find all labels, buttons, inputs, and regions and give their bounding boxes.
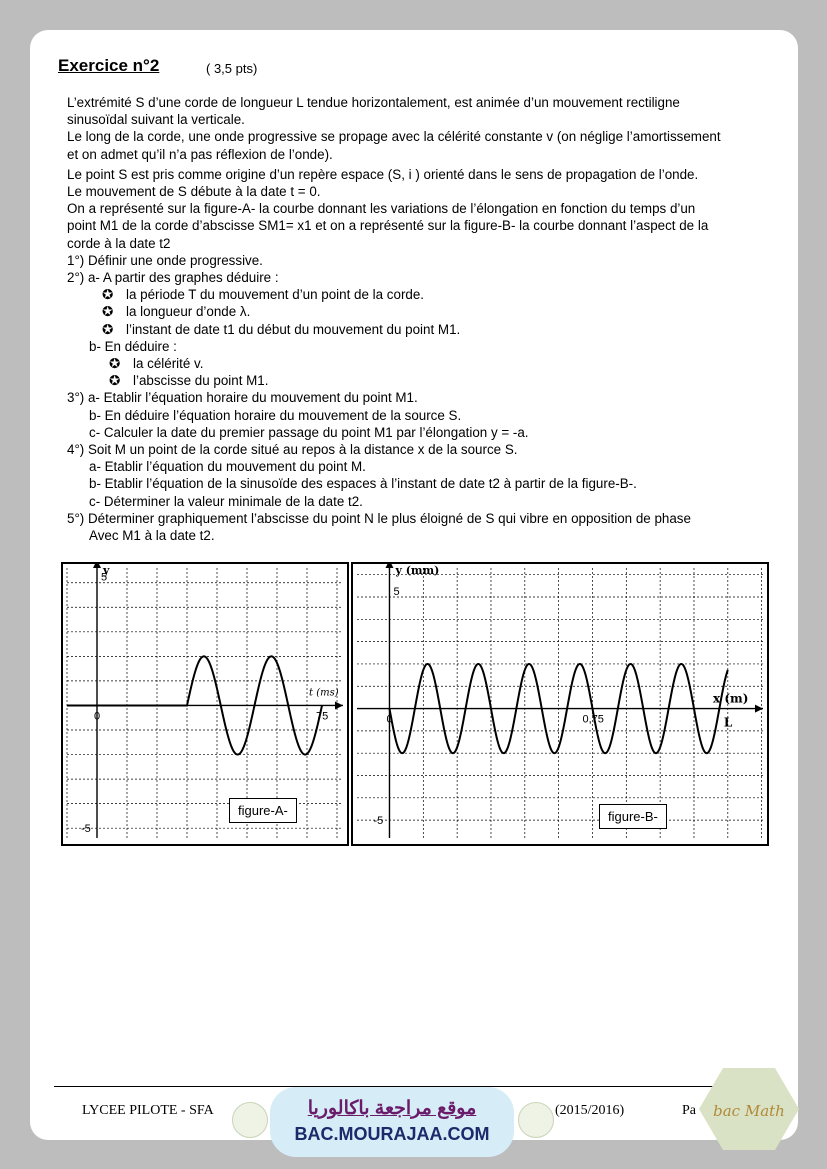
y-tick-label: -5 — [373, 815, 384, 828]
footer-school: LYCEE PILOTE - SFA — [82, 1103, 214, 1118]
exercise-text — [67, 94, 787, 544]
exercise-title: Exercice n°2 — [58, 56, 160, 75]
figure-a-label: figure-A- — [229, 798, 297, 823]
x-axis-arrow-icon — [335, 701, 343, 709]
figure-a-plot — [63, 564, 347, 844]
figure-b-plot — [353, 564, 767, 844]
text-line: point M1 de la corde d’abscisse SM1= x1 et on a représenté sur la figure-B- la courbe donnant l’aspect de la — [67, 218, 709, 234]
y-tick-label: 5 — [393, 586, 400, 599]
footer-year: (2015/2016) — [555, 1103, 625, 1118]
text-line: Le mouvement de S débute à la date t = 0. — [67, 184, 321, 200]
text-line: corde à la date t2 — [67, 235, 171, 251]
x-axis-label: t (ms) — [309, 687, 339, 699]
site-logo-icon — [232, 1102, 268, 1138]
question-1: 1°) Définir une onde progressive. — [67, 252, 263, 268]
x-tick-label: L — [723, 715, 733, 730]
x-tick-label: 0,75 — [582, 713, 604, 726]
x-tick-label: 75 — [316, 710, 329, 723]
site-banner[interactable] — [270, 1087, 514, 1157]
question-4c: c- Déterminer la valeur minimale de la date t2. — [89, 493, 363, 509]
y-tick-label: 5 — [101, 571, 108, 584]
y-axis-arrow-icon — [93, 564, 101, 568]
exercise-points: ( 3,5 pts) — [206, 61, 258, 76]
question-4: 4°) Soit M un point de la corde situé au repos à la distance x de la source S. — [67, 442, 518, 458]
star-bullet-icon: ✪ — [109, 373, 121, 389]
star-bullet-icon: ✪ — [109, 356, 121, 372]
y-axis-arrow-icon — [385, 564, 393, 568]
question-2b: b- En déduire : — [89, 338, 177, 354]
star-bullet-icon: ✪ — [102, 287, 114, 303]
y-axis-label: y (mm) — [395, 564, 440, 577]
document-page — [30, 30, 798, 1140]
question-4b: b- Etablir l’équation de la sinusoïde des espaces à l’instant de date t2 à partir de la figure-B-. — [89, 476, 637, 492]
text-line: L’extrémité S d’une corde de longueur L tendue horizontalement, est animée d’un mouvement rectiligne — [67, 95, 680, 110]
text-line: Le point S est pris comme origine d’un repère espace (S, i ) orienté dans le sens de propagation de l’onde. — [67, 166, 699, 182]
text-line: Le long de la corde, une onde progressive se propage avec la célérité constante v (on néglige l’amortissement — [67, 129, 721, 145]
x-axis-label: x (m) — [713, 691, 749, 706]
bullet-item: ✪ la longueur d’onde λ. — [102, 304, 251, 320]
y-tick-label: -5 — [81, 823, 91, 836]
text-line: et on admet qu’il n’a pas réflexion de l’onde). — [67, 146, 333, 162]
text-line: On a représenté sur la figure-A- la courbe donnant les variations de l’élongation en fonction du temps d’un — [67, 201, 696, 217]
badge-text: bac Math — [713, 1102, 785, 1120]
y-axis-label: y — [103, 564, 110, 577]
bullet-item: ✪ la période T du mouvement d’un point de la corde. — [102, 287, 425, 303]
question-5: 5°) Déterminer graphiquement l’abscisse du point N le plus éloigné de S qui vibre en opposition de phase — [67, 510, 691, 526]
question-2a: 2°) a- A partir des graphes déduire : — [67, 270, 279, 286]
bullet-item: ✪ l’instant de date t1 du début du mouvement du point M1. — [102, 321, 461, 337]
question-4a: a- Etablir l’équation du mouvement du point M. — [89, 459, 366, 475]
banner-url[interactable]: BAC.MOURAJAA.COM — [294, 1124, 490, 1144]
star-bullet-icon: ✪ — [102, 321, 114, 337]
figure-b — [351, 562, 769, 846]
bullet-item: ✪ l’abscisse du point M1. — [109, 373, 269, 389]
footer-page: Pa — [682, 1103, 696, 1118]
bullet-item: ✪ la célérité v. — [109, 356, 204, 372]
figure-a — [61, 562, 349, 846]
question-3c: c- Calculer la date du premier passage du point M1 par l’élongation y = -a. — [89, 424, 529, 440]
x-tick-label: 0 — [386, 713, 393, 726]
text-line: sinusoïdal suivant la verticale. — [67, 112, 245, 128]
question-3b: b- En déduire l’équation horaire du mouvement de la source S. — [89, 407, 462, 423]
figure-b-label: figure-B- — [599, 804, 667, 829]
x-tick-label: 0 — [94, 710, 101, 723]
site-logo-icon — [518, 1102, 554, 1138]
question-3a: 3°) a- Etablir l’équation horaire du mouvement du point M1. — [67, 390, 418, 406]
star-bullet-icon: ✪ — [102, 304, 114, 320]
question-5-cont: Avec M1 à la date t2. — [89, 528, 215, 544]
banner-arabic-text: موقع مراجعة باكالوريا — [307, 1098, 477, 1119]
bac-math-badge-icon — [697, 1066, 801, 1152]
